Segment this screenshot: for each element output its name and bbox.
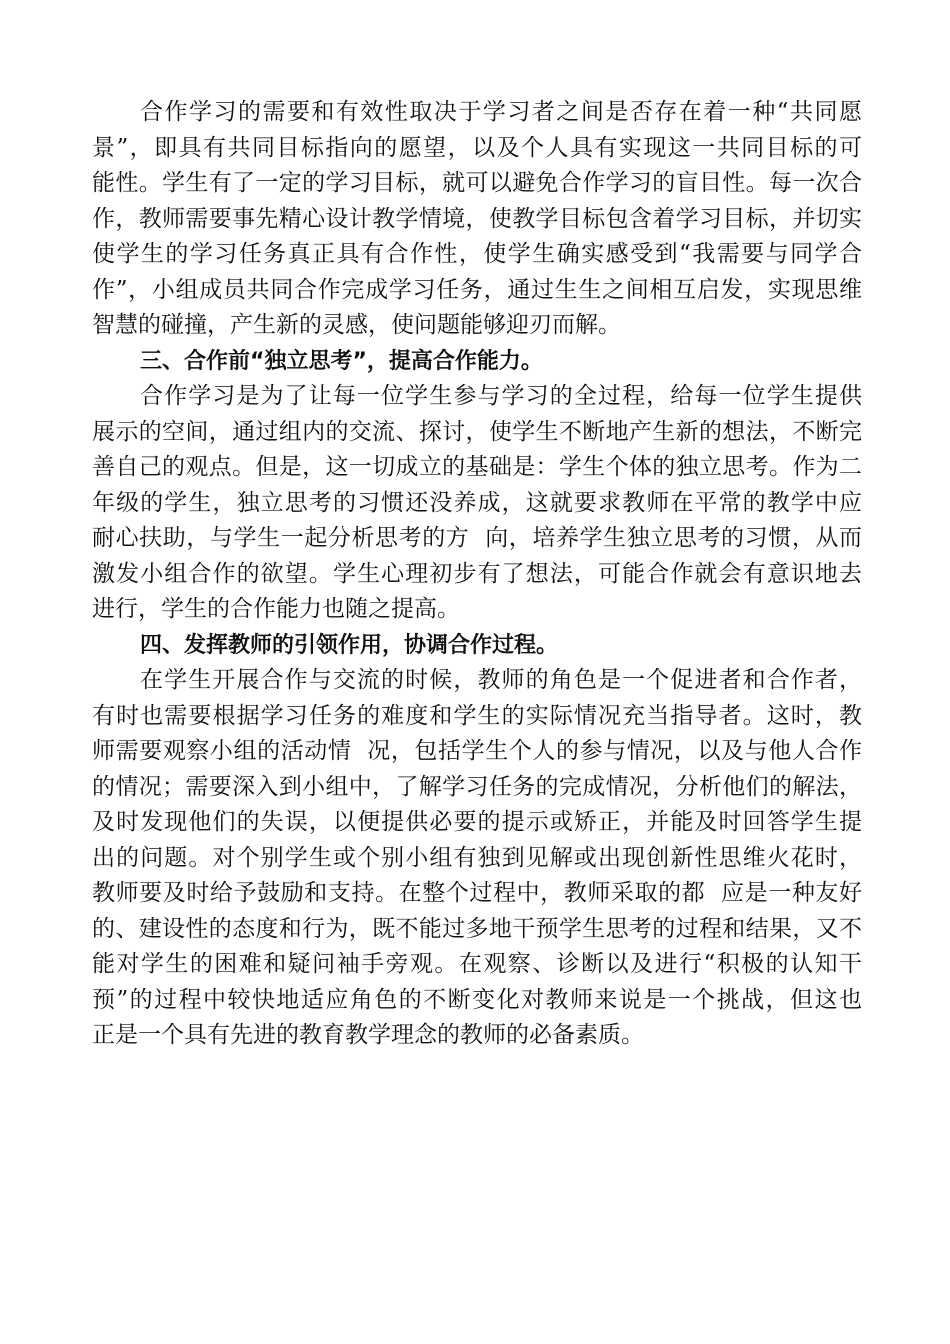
paragraph-line: 年级的学生，独立思考的习惯还没养成，这就要求教师在平常的教学中应 — [92, 489, 862, 516]
section-heading-4: 四、发挥教师的引领作用，协调合作过程。 — [140, 632, 559, 658]
paragraph-line: 景”，即具有共同目标指向的愿望，以及个人具有实现这一共同目标的可 — [92, 134, 862, 161]
paragraph-cooperative-vision — [92, 95, 862, 344]
paragraph-line: 合作学习是为了让每一位学生参与学习的全过程，给每一位学生提供 — [140, 383, 862, 409]
paragraph-line: 作”，小组成员共同合作完成学习任务，通过生生之间相互启发，实现思维 — [92, 276, 862, 303]
paragraph-line: 善自己的观点。但是，这一切成立的基础是：学生个体的独立思考。作为二 — [92, 454, 862, 480]
paragraph-line: 教师要及时给予鼓励和支持。在整个过程中，教师采取的都 应是一种友好 — [92, 880, 862, 906]
paragraph-line: 耐心扶助，与学生一起分析思考的方 向，培养学生独立思考的习惯，从而 — [92, 525, 862, 551]
paragraph-line: 激发小组合作的欲望。学生心理初步有了想法，可能合作就会有意识地去 — [92, 560, 862, 587]
paragraph-line: 出的问题。对个别学生或个别小组有独到见解或出现创新性思维火花时， — [92, 844, 862, 871]
paragraph-line: 作，教师需要事先精心设计教学情境，使教学目标包含着学习目标，并切实 — [92, 205, 862, 232]
paragraph-line: 展示的空间，通过组内的交流、探讨，使学生不断地产生新的想法，不断完 — [92, 418, 862, 445]
paragraph-independent-thinking — [92, 379, 862, 628]
section-heading-3: 三、合作前“独立思考”，提高合作能力。 — [140, 348, 543, 374]
paragraph-line: 有时也需要根据学习任务的难度和学生的实际情况充当指导者。这时，教 — [92, 702, 862, 729]
paragraph-line: 的、建设性的态度和行为，既不能过多地干预学生思考的过程和结果，又不 — [92, 915, 862, 942]
paragraph-line: 正是一个具有先进的教育教学理念的教师的必备素质。 — [92, 1022, 644, 1048]
paragraph-line: 合作学习的需要和有效性取决于学习者之间是否存在着一种“共同愿 — [140, 99, 862, 125]
paragraph-line: 智慧的碰撞，产生新的灵感，使问题能够迎刃而解。 — [92, 312, 621, 338]
paragraph-line: 师需要观察小组的活动情 况，包括学生个人的参与情况，以及与他人合作 — [92, 738, 862, 764]
paragraph-line: 预”的过程中较快地适应角色的不断变化对教师来说是一个挑战，但这也 — [92, 986, 862, 1013]
paragraph-line: 使学生的学习任务真正具有合作性，使学生确实感受到“我需要与同学合 — [92, 241, 862, 267]
paragraph-line: 能对学生的困难和疑问袖手旁观。在观察、诊断以及进行“积极的认知干 — [92, 951, 862, 977]
paragraph-teacher-guidance — [92, 663, 862, 1054]
paragraph-line: 的情况；需要深入到小组中，了解学习任务的完成情况，分析他们的解法， — [92, 773, 862, 800]
paragraph-line: 进行，学生的合作能力也随之提高。 — [92, 596, 460, 622]
paragraph-line: 及时发现他们的失误，以便提供必要的提示或矫正，并能及时回答学生提 — [92, 809, 862, 835]
paragraph-line: 能性。学生有了一定的学习目标，就可以避免合作学习的盲目性。每一次合 — [92, 170, 862, 196]
document-body — [92, 95, 862, 1054]
paragraph-line: 在学生开展合作与交流的时候，教师的角色是一个促进者和合作者， — [140, 667, 862, 693]
